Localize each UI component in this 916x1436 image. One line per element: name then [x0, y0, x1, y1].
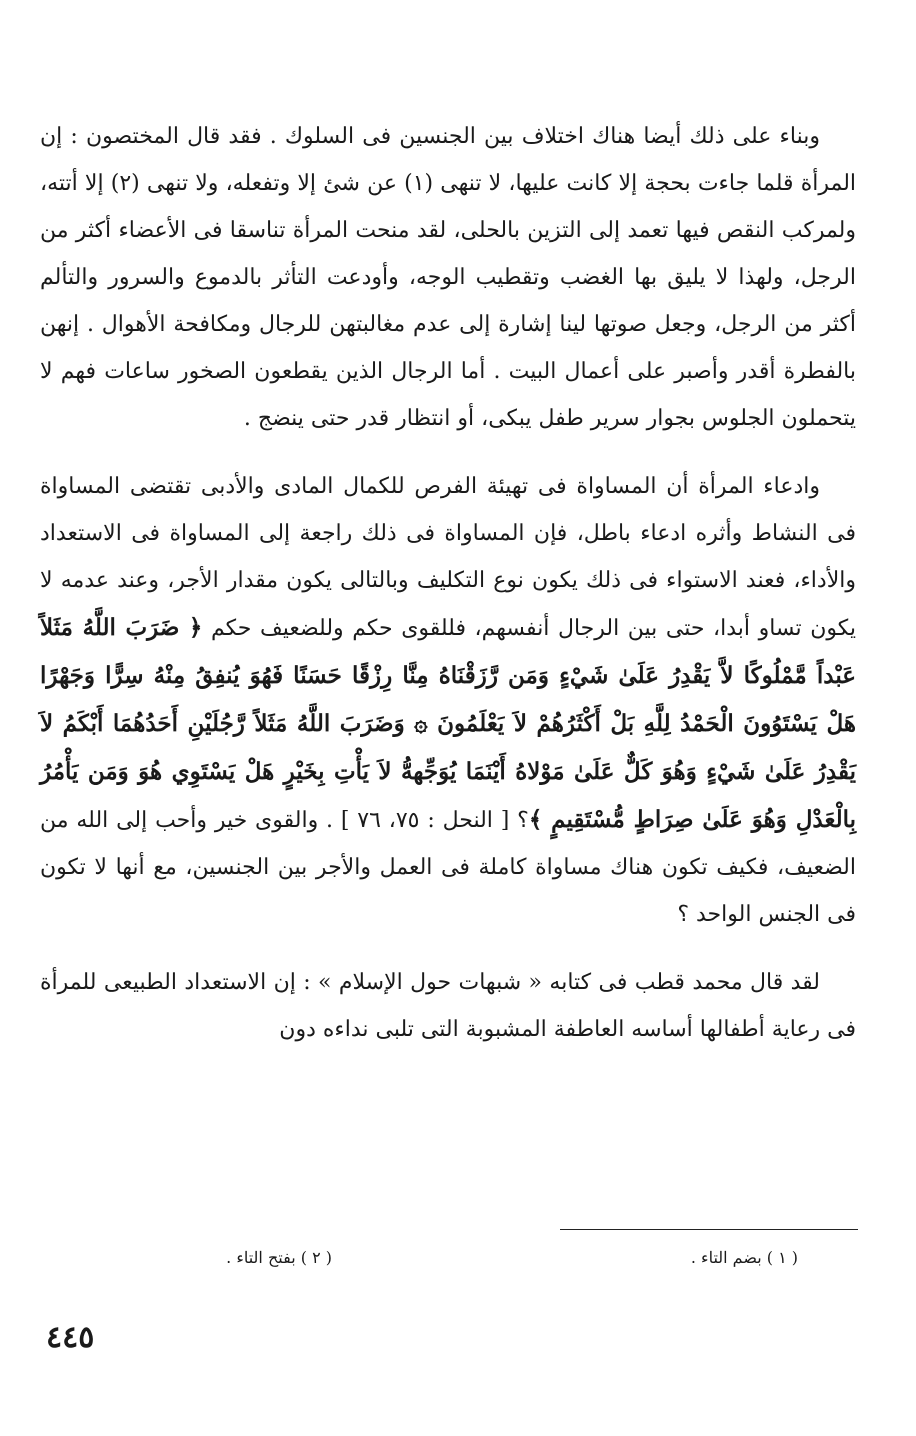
- quran-verse: ﴿ ضَرَبَ اللَّهُ مَثَلاً عَبْداً مَّمْلُوكًا لاَّ يَقْدِرُ عَلَىٰ شَيْءٍ وَمَن رَّزَقْنَاهُ مِنَّا رِزْقًا حَسَنًا فَهُوَ يُنفِقُ مِنْهُ سِرًّا وَجَهْرًا هَلْ يَسْتَوُونَ الْحَمْدُ لِلَّهِ بَلْ أَكْثَرُهُمْ لاَ يَعْلَمُونَ ۞ وَضَرَبَ اللَّهُ مَثَلاً رَّجُلَيْنِ أَحَدُهُمَا أَبْكَمُ لاَ يَقْدِرُ عَلَىٰ شَيْءٍ وَهُوَ كَلٌّ عَلَىٰ مَوْلاهُ أَيْنَمَا يُوَجِّههُّ لاَ يَأْتِ بِخَيْرٍ هَلْ يَسْتَوِي هُوَ وَمَن يَأْمُرُ بِالْعَدْلِ وَهُوَ عَلَىٰ صِرَاطٍ مُّسْتَقِيمٍ ﴾: [40, 614, 856, 833]
- paragraph-2: [40, 463, 856, 938]
- page-number: ٤٤٥: [46, 1320, 95, 1355]
- footnote-divider: [560, 1229, 858, 1230]
- paragraph-3: لقد قال محمد قطب فى كتابه « شبهات حول الإسلام » : إن الاستعداد الطبيعى للمرأة فى رعاية أطفالها أساسه العاطفة المشبوبة التى تلبى نداءه دون: [40, 970, 856, 1042]
- body-text: [40, 113, 856, 1053]
- paragraph-2-citation: ؟ [ النحل : ٧٥، ٧٦ ] . والقوى خير وأحب إلى الله من الضعيف، فكيف تكون هناك مساواة كاملة فى العمل والأجر بين الجنسين، مع أنها لا تكون فى الجنس الواحد ؟: [40, 808, 856, 927]
- paragraph-2-intro: وادعاء المرأة أن المساواة فى تهيئة الفرص للكمال المادى والأدبى تقتضى المساواة فى النشاط وأثره ادعاء باطل، فإن المساواة فى ذلك راجعة إلى المساواة فى الاستعداد والأداء، فعند الاستواء فى ذلك يكون نوع التكليف وبالتالى يكون مقدار الأجر، وعند عدمه لا يكون تساو أبدا، حتى بين الرجال أنفسهم، فللقوى حكم وللضعيف حكم: [40, 474, 857, 641]
- footnote-1: ( ١ ) بضم التاء .: [690, 1248, 798, 1267]
- paragraph-1: وبناء على ذلك أيضا هناك اختلاف بين الجنسين فى السلوك . فقد قال المختصون : إن المرأة قلما جاءت بحجة إلا كانت عليها، لا تنهى (١) عن شئ إلا وتفعله، ولا تنهى (٢) إلا أتته، ولمركب النقص فيها تعمد إلى التزين بالحلى، لقد منحت المرأة تناسقا فى الأعضاء أكثر من الرجل، ولهذا لا يليق بها الغضب وتقطيب الوجه، وأودعت التأثر بالدموع والسرور والتألم أكثر من الرجل، وجعل صوتها لينا إشارة إلى عدم مغالبتهن للرجال ومكافحة الأهوال . إنهن بالفطرة أقدر وأصبر على أعمال البيت . أما الرجال الذين يقطعون الصخور ساعات فهم لا يتحملون الجلوس بجوار سرير طفل يبكى، أو انتظار قدر حتى ينضج .: [40, 124, 857, 431]
- footnote-2: ( ٢ ) بفتح التاء .: [226, 1248, 332, 1267]
